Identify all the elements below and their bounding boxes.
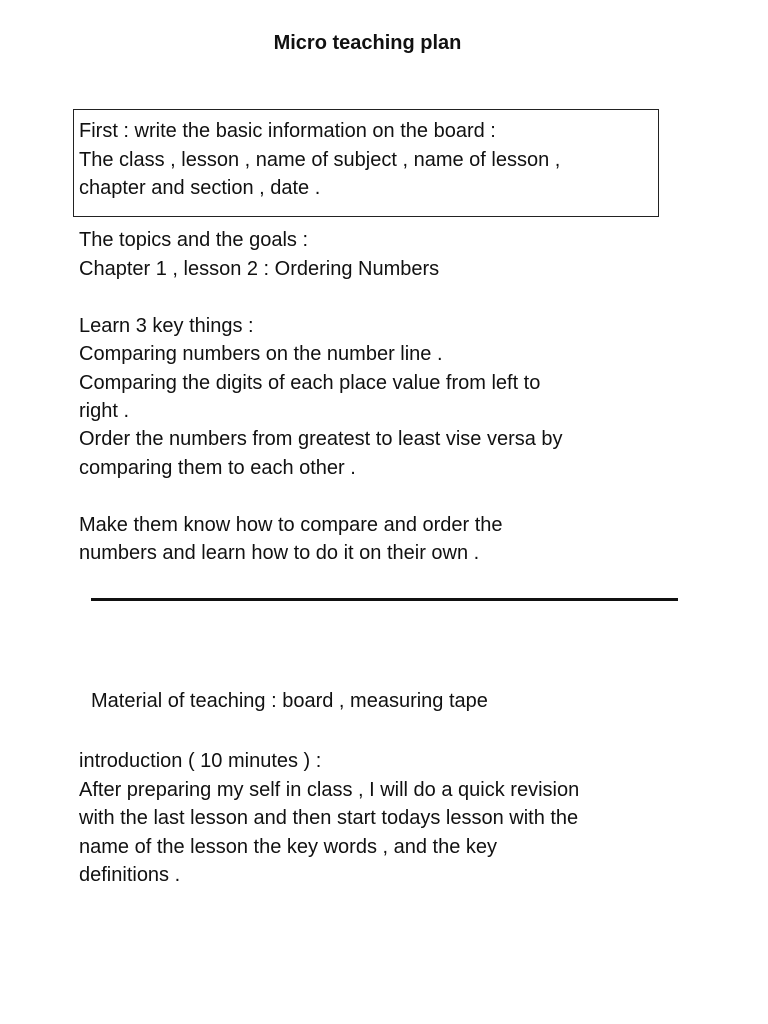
key-thing-line: Order the numbers from greatest to least vise versa by (79, 428, 563, 450)
section-divider (91, 598, 678, 601)
introduction-heading: introduction ( 10 minutes ) : (79, 750, 322, 772)
page-title: Micro teaching plan (273, 32, 462, 54)
info-line: The class , lesson , name of subject , name of lesson , (79, 149, 561, 171)
key-thing-line: Comparing numbers on the number line . (79, 343, 443, 365)
chapter-line: Chapter 1 , lesson 2 : Ordering Numbers (79, 258, 440, 280)
info-line: chapter and section , date . (79, 177, 321, 199)
key-thing-line: right . (79, 400, 130, 422)
key-thing-line: comparing them to each other . (79, 457, 356, 479)
goal-line: Make them know how to compare and order the (79, 514, 503, 536)
topics-heading: The topics and the goals : (79, 229, 309, 251)
key-things-heading: Learn 3 key things : (79, 315, 254, 337)
goal-line: numbers and learn how to do it on their own . (79, 542, 480, 564)
key-thing-line: Comparing the digits of each place value from left to (79, 372, 541, 394)
introduction-line: name of the lesson the key words , and the key (79, 836, 498, 858)
introduction-line: After preparing my self in class , I will do a quick revision (79, 779, 580, 801)
introduction-line: with the last lesson and then start todays lesson with the (79, 807, 579, 829)
info-line: First : write the basic information on the board : (79, 120, 496, 142)
material-line: Material of teaching : board , measuring tape (91, 690, 488, 712)
introduction-line: definitions . (79, 864, 181, 886)
